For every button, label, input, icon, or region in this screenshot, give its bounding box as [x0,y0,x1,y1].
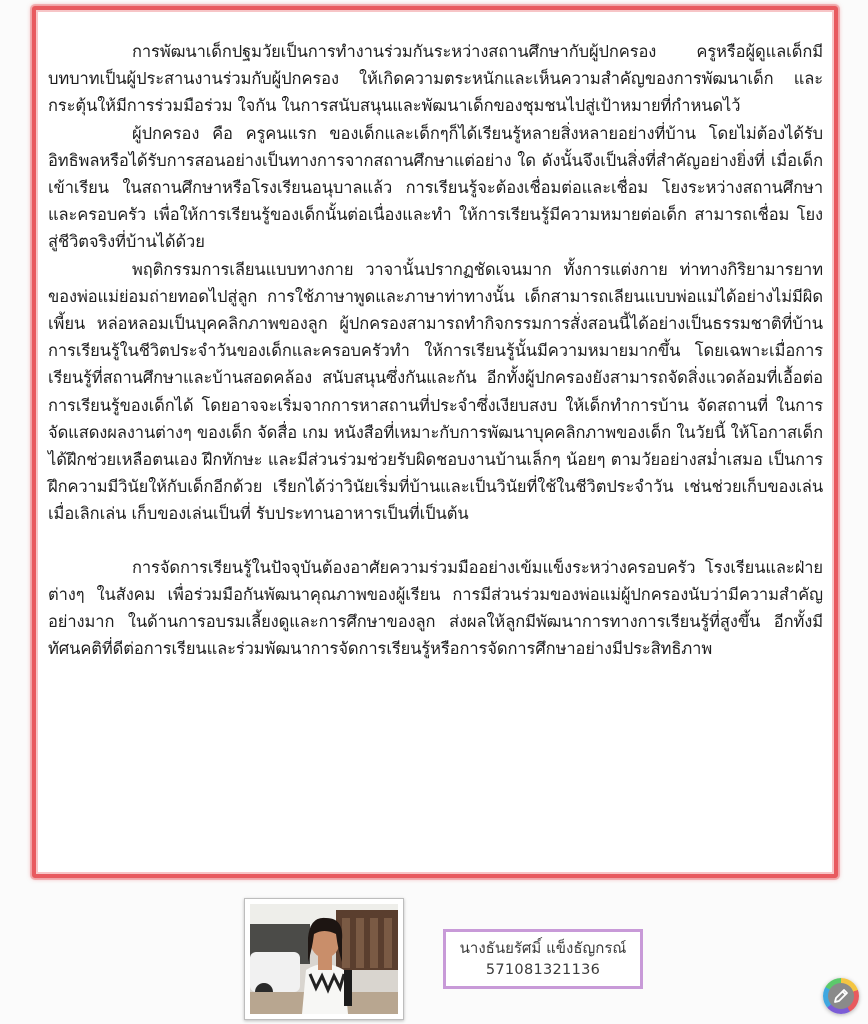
content-frame [32,6,838,878]
paragraph-3: พฤติกรรมการเลียนแบบทางกาย วาจานั้นปรากฏชัดเจนมาก ทั้งการแต่งกาย ท่าทางกิริยามารยาทของพ่อแม่ย่อมถ่ายทอดไปสู่ลูก การใช้ภาษาพูดและภาษาท่าทางนั้น เด็กสามารถเลียนแบบพ่อแม่ได้อย่างไม่มีผิดเพี้ยน หล่อหลอมเป็นบุคคลิกภาพของลูก ผู้ปกครองสามารถทำกิจกรรมการสั่งสอนนี้ได้อย่างเป็นธรรมชาติที่บ้าน การเรียนรู้ในชีวิตประจำวันของเด็กและครอบครัวทำ ให้การเรียนรู้นั้นมีความหมายมากขึ้น โดยเฉพาะเมื่อการเรียนรู้ที่สถานศึกษาและบ้านสอดคล้อง สนับสนุนซึ่งกันและกัน อีกทั้งผู้ปกครองยังสามารถจัดสิ่งแวดล้อมที่เอื้อต่อการเรียนรู้ของเด็กได้ โดยอาจจะเริ่มจากการหาสถานที่ประจำซึ่งเงียบสงบ ให้เด็กทำการบ้าน จัดสถานที่ ในการจัดแสดงผลงานต่างๆ ของเด็ก จัดสื่อ เกม หนังสือที่เหมาะกับการพัฒนาบุคคลิกภาพของเด็ก ในวัยนี้ ให้โอกาสเด็กได้ฝึกช่วยเหลือตนเอง ฝึกทักษะ และมีส่วนร่วมช่วยรับผิดชอบงานบ้านเล็กๆ น้อยๆ ตามวัยอย่างสม่ำเสมอ เป็นการฝึกความมีวินัยให้กับเด็กอีกด้วย เรียกได้ว่าวินัยเริ่มที่บ้านและเป็นวินัยที่ใช้ในชีวิตประจำวัน เช่นช่วยเก็บของเล่นเมื่อเลิกเล่น เก็บของเล่นเป็นที่ รับประทานอาหารเป็นที่เป็นต้น [48,259,823,524]
author-name: นางธันยรัศมิ์ แข็งธัญกรณ์ [459,939,627,957]
edit-button[interactable] [823,978,859,1014]
paragraph-4: การจัดการเรียนรู้ในปัจจุบันต้องอาศัยความร่วมมืออย่างเข้มแข็งระหว่างครอบครัว โรงเรียนและฝ่ายต่างๆ ในสังคม เพื่อร่วมมือกันพัฒนาคุณภาพของผู้เรียน การมีส่วนร่วมของพ่อแม่ผู้ปกครองนับว่ามีความสำคัญอย่างมาก ในด้านการอบรมเลี้ยงดูและการศึกษาของลูก ส่งผลให้ลูกมีพัฒนาการทางการเรียนรู้ที่สูงขึ้น อีกทั้งมีทัศนคติที่ดีต่อการเรียนและร่วมพัฒนาการจัดการเรียนรู้หรือการจัดการศึกษาอย่างมีประสิทธิภาพ [48,557,823,659]
pencil-icon [832,987,850,1005]
paragraph-2: ผู้ปกครอง คือ ครูคนแรก ของเด็กและเด็กๆก็ได้เรียนรู้หลายสิ่งหลายอย่างที่บ้าน โดยไม่ต้องได้รับอิทธิพลหรือได้รับการสอนอย่างเป็นทางการจากสถานศึกษาแต่อย่าง ใด ดังนั้นจึงเป็นสิ่งที่สำคัญอย่างยิ่งที่ เมื่อเด็กเข้าเรียน ในสถานศึกษาหรือโรงเรียนอนุบาลแล้ว การเรียนรู้จะต้องเชื่อมต่อและเชื่อม โยงระหว่างสถานศึกษาและครอบครัว เพื่อให้การเรียนรู้ของเด็กนั้นต่อเนื่องและทำ ให้การเรียนรู้มีความหมายต่อเด็ก สามารถเชื่อม โยงสู่ชีวิตจริงที่บ้านได้ด้วย [48,123,823,252]
author-name-card [443,929,643,989]
edit-button-inner [828,983,854,1009]
author-photo-card [244,898,404,1020]
author-student-id: 571081321136 [485,962,601,978]
author-photo [250,904,398,1014]
paragraph-1: การพัฒนาเด็กปฐมวัยเป็นการทำงานร่วมกันระหว่างสถานศึกษากับผู้ปกครอง ครูหรือผู้ดูแลเด็กมีบทบาทเป็นผู้ประสานงานร่วมกับผู้ปกครอง ให้เกิดความตระหนักและเห็นความสำคัญของการพัฒนาเด็ก และกระตุ้นให้มีการร่วมมือร่วม ใจกัน ในการสนับสนุนและพัฒนาเด็กของชุมชนไปสู่เป้าหมายที่กำหนดไว้ [48,42,823,116]
article-body [48,38,823,662]
